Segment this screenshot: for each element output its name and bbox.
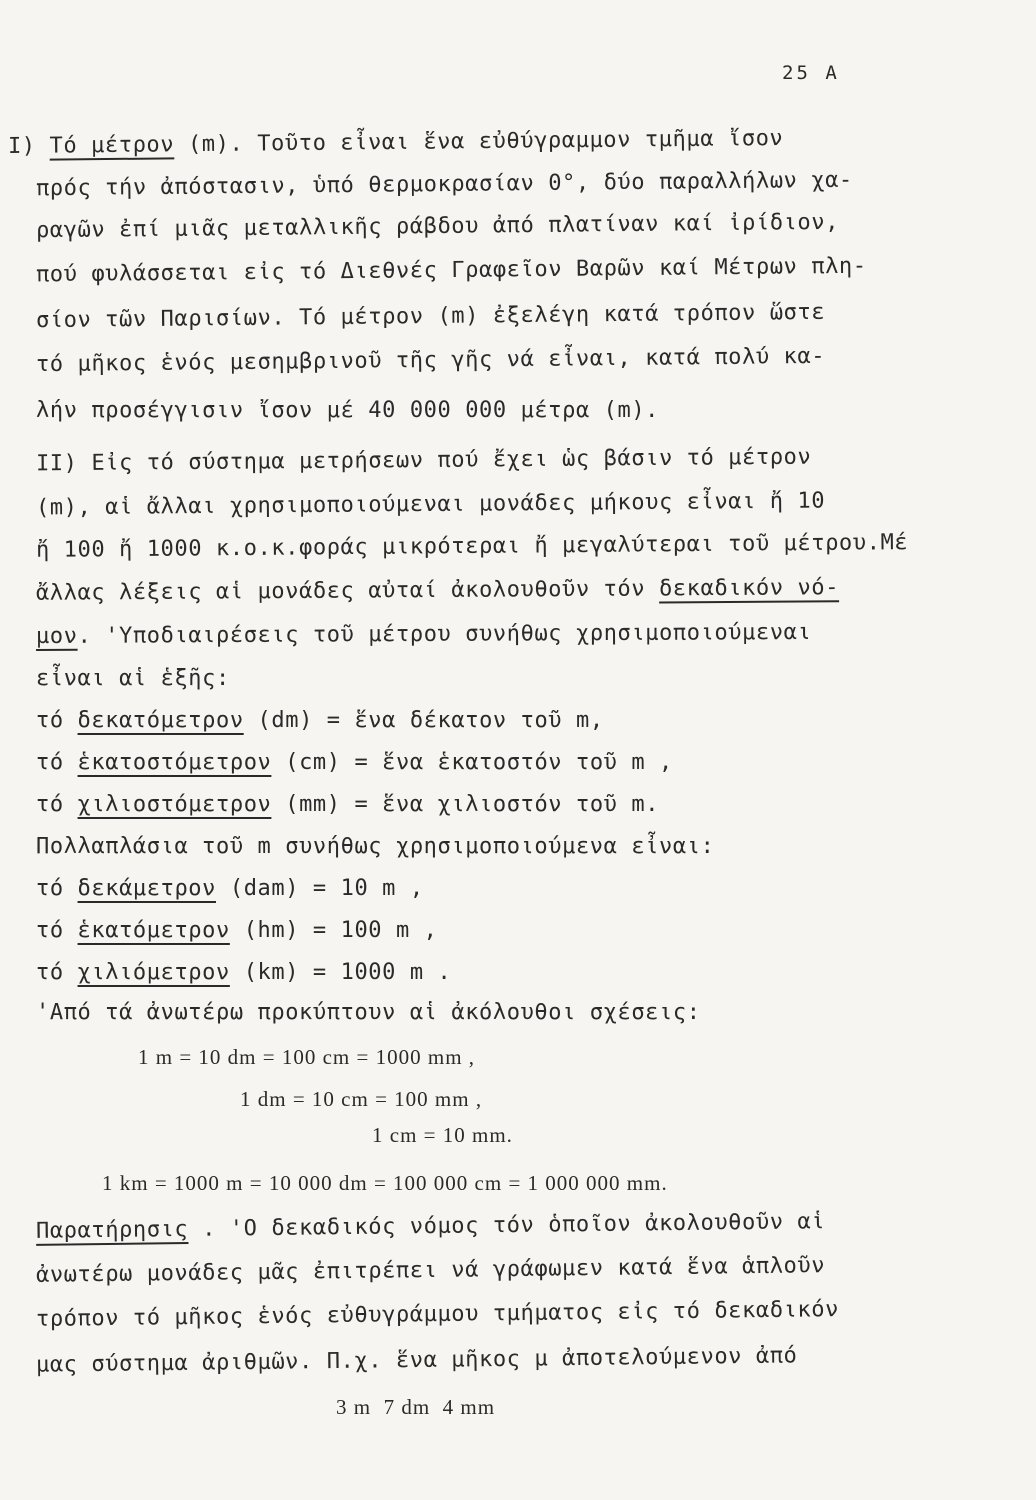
multiple-row: τό ἑκατόμετρον (hm) = 100 m ,: [36, 918, 438, 943]
term-dm: δεκατόμετρον: [77, 708, 244, 733]
relations-intro: 'Από τά ἀνωτέρω προκύπτουν αἱ ἀκόλουθοι σχέσεις:: [36, 1000, 701, 1025]
section-1-line-7: λήν προσέγγισιν ἴσον μέ 40 000 000 μέτρα (m).: [36, 398, 660, 423]
section-2-line-4: ἄλλας λέξεις αἱ μονάδες αὐταί ἀκολουθοῦν τόν δεκαδικόν νό-: [35, 575, 840, 606]
relation-2: 1 dm = 10 cm = 100 mm ,: [240, 1087, 483, 1111]
section-1-line-3: ραγῶν ἐπί μιᾶς μεταλλικῆς ράβδου ἀπό πλατίναν καί ἰρίδιον,: [35, 209, 840, 244]
section-1-line-6: τό μῆκος ἑνός μεσημβρινοῦ τῆς γῆς νά εἶναι, κατά πολύ κα-: [35, 343, 826, 378]
term-km: χιλιόμετρον: [77, 960, 230, 985]
subdivision-row: τό δεκατόμετρον (dm) = ἕνα δέκατον τοῦ m,: [36, 708, 604, 733]
section-1-number: I): [7, 133, 36, 160]
subdivision-row: τό ἑκατοστόμετρον (cm) = ἕνα ἑκατοστόν τοῦ m ,: [36, 750, 673, 775]
km-relation: 1 km = 1000 m = 10 000 dm = 100 000 cm = 1 000 000 mm.: [102, 1171, 668, 1195]
note-line-2: ἀνωτέρω μονάδες μᾶς ἐπιτρέπει νά γράφωμεν κατά ἕνα ἁπλοῦν: [35, 1253, 826, 1288]
term-mm: χιλιοστόμετρον: [77, 792, 272, 817]
example-length: 3 m 7 dm 4 mm: [336, 1395, 496, 1419]
term-metron: Τό μέτρον: [49, 132, 175, 159]
section-2-line-5: μον. 'Υποδιαιρέσεις τοῦ μέτρου συνήθως χρησιμοποιούμεναι: [35, 619, 812, 650]
term-paratirisis: Παρατήρησις: [35, 1216, 189, 1244]
section-1-line-2: πρός τήν ἀπόστασιν, ὑπό θερμοκρασίαν 0°, δύο παραλλήλων χα-: [35, 167, 853, 202]
term-dam: δεκάμετρον: [77, 876, 216, 901]
section-2-line-6: εἶναι αἱ ἑξῆς:: [36, 666, 230, 691]
section-1-line-5: σίον τῶν Παρισίων. Τό μέτρον (m) ἐξελέγη κατά τρόπον ὥστε: [35, 299, 826, 334]
section-1-line-1: I) Τό μέτρον (m). Τοῦτο εἶναι ἕνα εὐθύγραμμον τμῆμα ἴσον: [7, 125, 784, 160]
term-nomon: μον: [35, 623, 78, 650]
multiples-intro: Πολλαπλάσια τοῦ m συνήθως χρησιμοποιούμενα εἶναι:: [36, 834, 715, 859]
page-number: 25 A: [782, 62, 840, 84]
note-line-1: Παρατήρησις . 'Ο δεκαδικός νόμος τόν ὁποῖον ἀκολουθοῦν αἱ: [35, 1209, 826, 1244]
note-line-3: τρόπον τό μῆκος ἑνός εὐθυγράμμου τμήματος εἰς τό δεκαδικόν: [35, 1297, 840, 1332]
section-2-line-2: (m), αἱ ἄλλαι χρησιμοποιούμεναι μονάδες μήκους εἶναι ἤ 10: [35, 488, 826, 521]
term-cm: ἑκατοστόμετρον: [77, 750, 272, 775]
term-dekadikon-nomon: δεκαδικόν νό-: [658, 575, 840, 602]
multiple-row: τό χιλιόμετρον (km) = 1000 m .: [36, 960, 452, 985]
subdivision-row: τό χιλιοστόμετρον (mm) = ἕνα χιλιοστόν τοῦ m.: [36, 792, 660, 817]
section-2-line-3: ἤ 100 ἤ 1000 κ.ο.κ.φοράς μικρότεραι ἤ μεγαλύτεραι τοῦ μέτρου.Μέ: [35, 530, 909, 563]
section-1-line-4: πού φυλάσσεται εἰς τό Διεθνές Γραφεῖον Βαρῶν καί Μέτρων πλη-: [35, 253, 867, 288]
relation-3: 1 cm = 10 mm.: [372, 1123, 513, 1147]
section-2-line-1: II) Εἰς τό σύστημα μετρήσεων πού ἔχει ὡς βάσιν τό μέτρον: [35, 444, 812, 477]
relation-1: 1 m = 10 dm = 100 cm = 1000 mm ,: [138, 1045, 476, 1069]
term-hm: ἑκατόμετρον: [77, 918, 230, 943]
note-line-4: μας σύστημα ἀριθμῶν. Π.χ. ἕνα μῆκος μ ἀποτελούμενον ἀπό: [35, 1343, 798, 1378]
multiple-row: τό δεκάμετρον (dam) = 10 m ,: [36, 876, 424, 901]
